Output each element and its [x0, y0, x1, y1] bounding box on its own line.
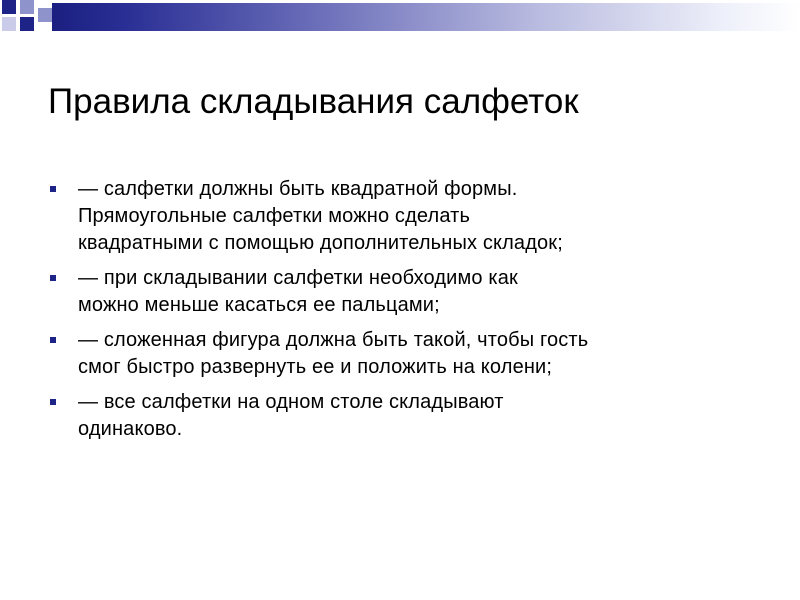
bullet-list [48, 176, 768, 451]
list-item [48, 265, 768, 319]
bullet-text: — сложенная фигура должна быть такой, чтобы гость смог быстро развернуть ее и положить на колени; [78, 329, 589, 378]
bullet-square-icon [50, 275, 56, 281]
decor-square-icon [2, 0, 16, 14]
bullet-square-icon [50, 399, 56, 405]
decor-square-icon [2, 17, 16, 31]
bullet-text: — салфетки должны быть квадратной формы. Прямоугольные салфетки можно сделать квадратными с помощью дополнительных складок; [78, 178, 563, 254]
header-gradient-bar [52, 3, 800, 31]
decor-square-icon [20, 0, 34, 14]
bullet-text: — все салфетки на одном столе складывают одинаково. [78, 391, 504, 440]
bullet-square-icon [50, 337, 56, 343]
header-decoration [0, 0, 800, 32]
list-item [48, 389, 768, 443]
bullet-square-icon [50, 186, 56, 192]
list-item [48, 327, 768, 381]
decor-square-icon [38, 8, 52, 22]
list-item [48, 176, 768, 257]
slide-title: Правила складывания салфеток [48, 82, 579, 121]
bullet-text: — при складывании салфетки необходимо как можно меньше касаться ее пальцами; [78, 267, 518, 316]
decor-square-icon [20, 17, 34, 31]
